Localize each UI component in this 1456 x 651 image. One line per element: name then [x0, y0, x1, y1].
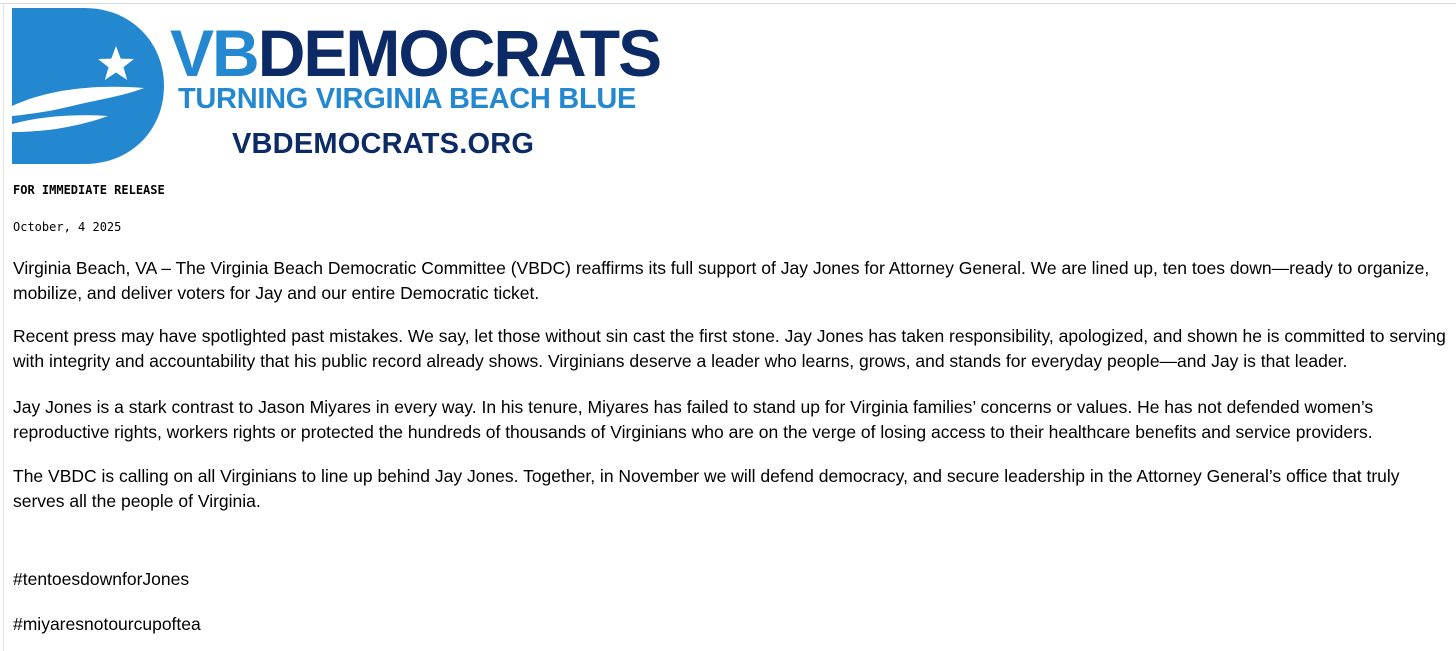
left-divider	[3, 3, 4, 651]
hashtag: #tentoesdownforJones	[13, 569, 190, 589]
body-paragraph: Recent press may have spotlighted past mistakes. We say, let those without sin cast the first stone. Jay Jones has taken responsibility, apologized, and shown he is committed to serving with integrity and accountability that his public record already shows. Virginians deserve a leader who learns, grows, and stands for everyday people—and Jay is that leader.	[13, 326, 1446, 371]
brand-website: VBDEMOCRATS.ORG	[232, 128, 535, 160]
brand-democrats: DEMOCRATS	[257, 16, 661, 90]
body-paragraph: Jay Jones is a stark contrast to Jason Miyares in every way. In his tenure, Miyares has failed to stand up for Virginia families’ concerns or values. He has not defended women’s reproductive rights, workers rights or protected the hundreds of thousands of Virginians who are on the verge of losing access to their healthcare benefits and service providers.	[13, 397, 1374, 442]
brand-vb: VB	[170, 16, 258, 90]
brand-tagline: TURNING VIRGINIA BEACH BLUE	[178, 83, 637, 115]
body-paragraph: The VBDC is calling on all Virginians to line up behind Jay Jones. Together, in November we will defend democracy, and secure leadership in the Attorney General’s office that truly serves all the people of Virginia.	[13, 466, 1400, 511]
hashtag: #miyaresnotourcupoftea	[13, 614, 201, 634]
top-divider	[0, 3, 1456, 4]
vbdemocrats-logo	[12, 8, 661, 168]
brand-name	[170, 16, 661, 90]
blue-d-star-wave-icon	[12, 8, 164, 164]
release-date: October, 4 2025	[13, 220, 122, 234]
release-label: FOR IMMEDIATE RELEASE	[13, 183, 165, 197]
body-paragraph: Virginia Beach, VA – The Virginia Beach Democratic Committee (VBDC) reaffirms its full support of Jay Jones for Attorney General. We are lined up, ten toes down—ready to organize, mobilize, and deliver voters for Jay and our entire Democratic ticket.	[13, 258, 1430, 303]
